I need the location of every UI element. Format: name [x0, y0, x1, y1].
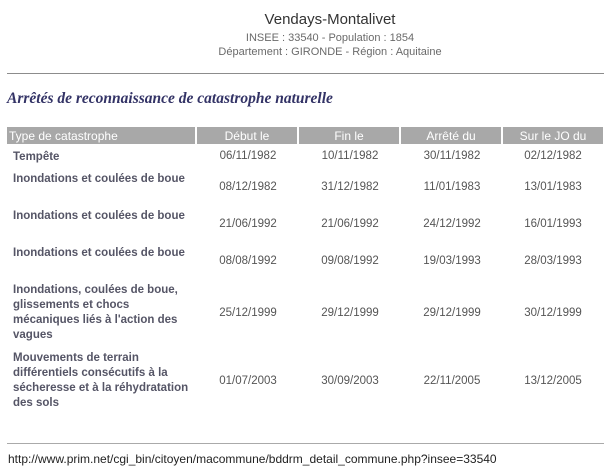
catastrophe-table: [7, 127, 603, 415]
fin-cell: 31/12/1982: [321, 180, 379, 193]
table-header-row: [7, 127, 603, 144]
footer-divider: [7, 443, 604, 444]
fin-cell: 29/12/1999: [321, 307, 379, 319]
arrete-cell: 19/03/1993: [423, 254, 481, 267]
jo-cell: 16/01/1993: [524, 217, 582, 230]
column-header-jo: Sur le JO du: [503, 127, 603, 144]
jo-cell: 30/12/1999: [524, 307, 582, 319]
jo-cell: 28/03/1993: [524, 254, 582, 267]
commune-header: [0, 0, 610, 59]
commune-name: Vendays-Montalivet: [264, 11, 396, 28]
debut-cell: 08/08/1992: [219, 254, 277, 267]
fin-cell: 30/09/2003: [321, 375, 379, 387]
debut-cell: 06/11/1982: [219, 150, 277, 162]
table-row: [7, 347, 603, 415]
fin-cell: 10/11/1982: [321, 150, 379, 162]
debut-cell: 25/12/1999: [219, 307, 277, 319]
jo-cell: 13/01/1983: [524, 180, 582, 193]
arrete-cell: 22/11/2005: [423, 375, 481, 387]
fin-cell: 21/06/1992: [321, 217, 379, 230]
jo-cell: 13/12/2005: [524, 375, 582, 387]
debut-cell: 08/12/1982: [219, 180, 277, 193]
column-header-debut: Début le: [197, 127, 299, 144]
column-header-fin: Fin le: [299, 127, 401, 144]
column-header-arrete: Arrêté du: [401, 127, 503, 144]
type-cell: Mouvements de terrain différentiels consécutifs à la sécheresse et à la réhydratation des sols: [13, 352, 189, 409]
fin-cell: 09/08/1992: [321, 254, 379, 267]
section-title: Arrêtés de reconnaissance de catastrophe naturelle: [7, 90, 333, 107]
table-row: [7, 205, 603, 242]
insee-population-line: INSEE : 33540 - Population : 1854: [245, 32, 415, 44]
arrete-cell: 11/01/1983: [423, 180, 481, 193]
debut-cell: 01/07/2003: [219, 375, 277, 387]
table-row: [7, 144, 603, 168]
jo-cell: 02/12/1982: [524, 150, 582, 162]
type-cell: Inondations et coulées de boue: [13, 173, 185, 185]
arrete-cell: 29/12/1999: [423, 307, 481, 319]
debut-cell: 21/06/1992: [219, 217, 277, 230]
type-cell: Tempête: [13, 151, 60, 163]
type-cell: Inondations, coulées de boue, glissements et chocs mécaniques liés à l'action des vagues: [13, 284, 178, 341]
type-cell: Inondations et coulées de boue: [13, 247, 185, 259]
source-url: http://www.prim.net/cgi_bin/citoyen/macommune/bddrm_detail_commune.php?insee=33540: [8, 452, 497, 466]
table-row: [7, 279, 603, 347]
column-header-type: Type de catastrophe: [7, 127, 197, 144]
header-divider: [7, 73, 604, 74]
table-row: [7, 242, 603, 279]
arrete-cell: 24/12/1992: [423, 217, 481, 230]
arrete-cell: 30/11/1982: [423, 150, 481, 162]
type-cell: Inondations et coulées de boue: [13, 210, 185, 222]
table-row: [7, 168, 603, 205]
departement-region-line: Département : GIRONDE - Région : Aquitaine: [218, 46, 442, 58]
